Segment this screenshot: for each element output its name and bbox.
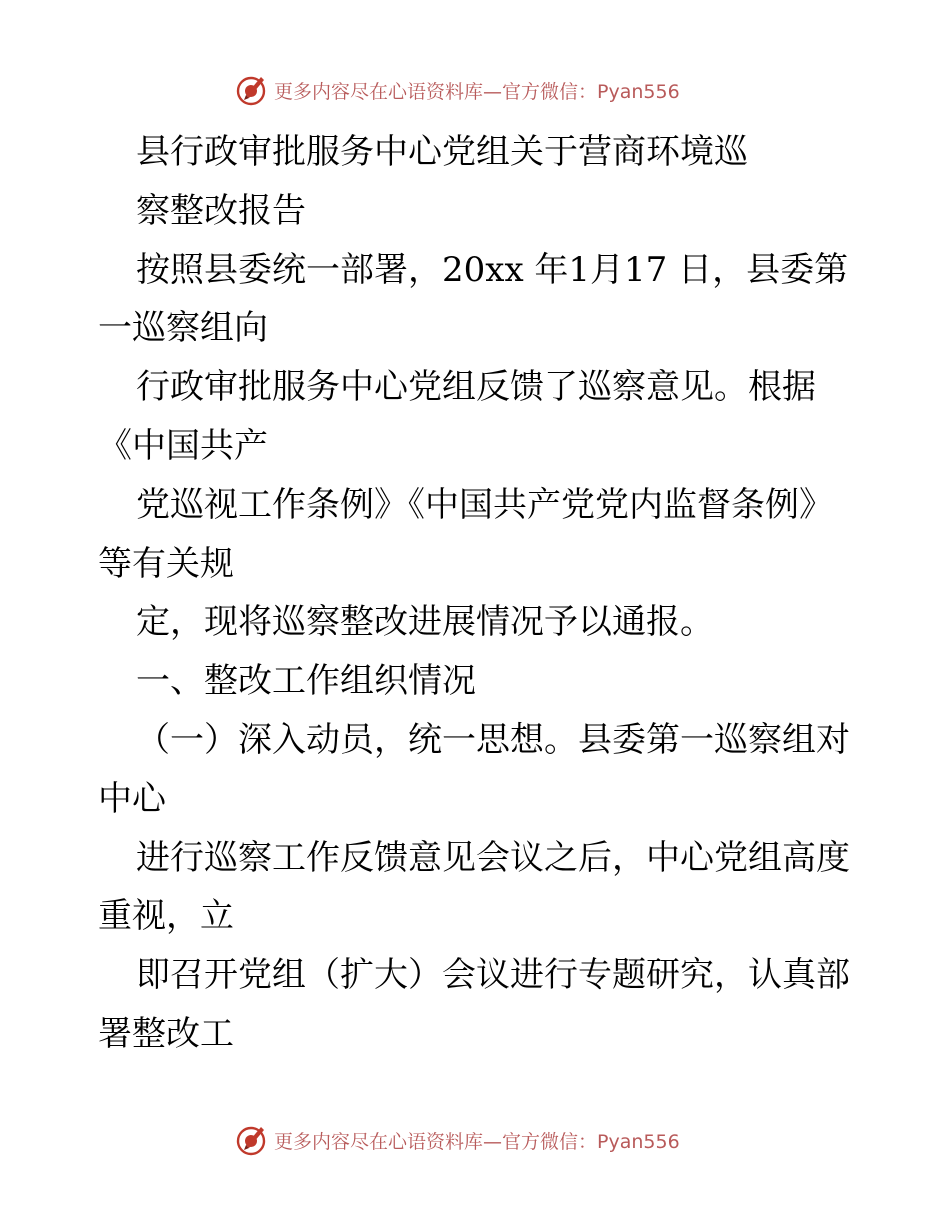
document-body — [98, 123, 868, 1064]
footer-banner-text: 更多内容尽在心语资料库—官方微信：Pyan556 — [274, 1130, 680, 1153]
footer-banner — [234, 1120, 754, 1160]
paragraph-line: 定，现将巡察整改进展情况予以通报。 — [136, 602, 714, 643]
paragraph-line: 重视，立 — [98, 896, 234, 937]
header-banner — [234, 70, 754, 110]
pen-logo-icon — [234, 73, 268, 107]
paragraph-line: 署整改工 — [98, 1013, 234, 1054]
title-line-1: 县行政审批服务中心党组关于营商环境巡 — [136, 132, 748, 172]
paragraph-line: 中心 — [98, 778, 166, 819]
paragraph-line: 党巡视工作条例》《中国共产党党内监督条例》 — [136, 484, 833, 525]
paragraph-line: （一）深入动员，统一思想。县委第一巡察组对 — [136, 719, 850, 760]
paragraph-line: 进行巡察工作反馈意见会议之后，中心党组高度 — [136, 837, 850, 878]
title-line-2: 察整改报告 — [136, 190, 306, 231]
section-heading: 一、整改工作组织情况 — [136, 661, 476, 702]
paragraph-line: 一巡察组向 — [98, 308, 268, 349]
pen-logo-icon — [234, 1123, 268, 1157]
paragraph-line: 按照县委统一部署，20xx 年1月17 日，县委第 — [136, 249, 849, 290]
paragraph-line: 《中国共产 — [98, 425, 268, 466]
paragraph-line: 行政审批服务中心党组反馈了巡察意见。根据 — [136, 367, 816, 408]
header-banner-text: 更多内容尽在心语资料库—官方微信：Pyan556 — [274, 80, 680, 103]
paragraph-line: 等有关规 — [98, 543, 234, 584]
paragraph-line: 即召开党组（扩大）会议进行专题研究，认真部 — [136, 955, 850, 996]
